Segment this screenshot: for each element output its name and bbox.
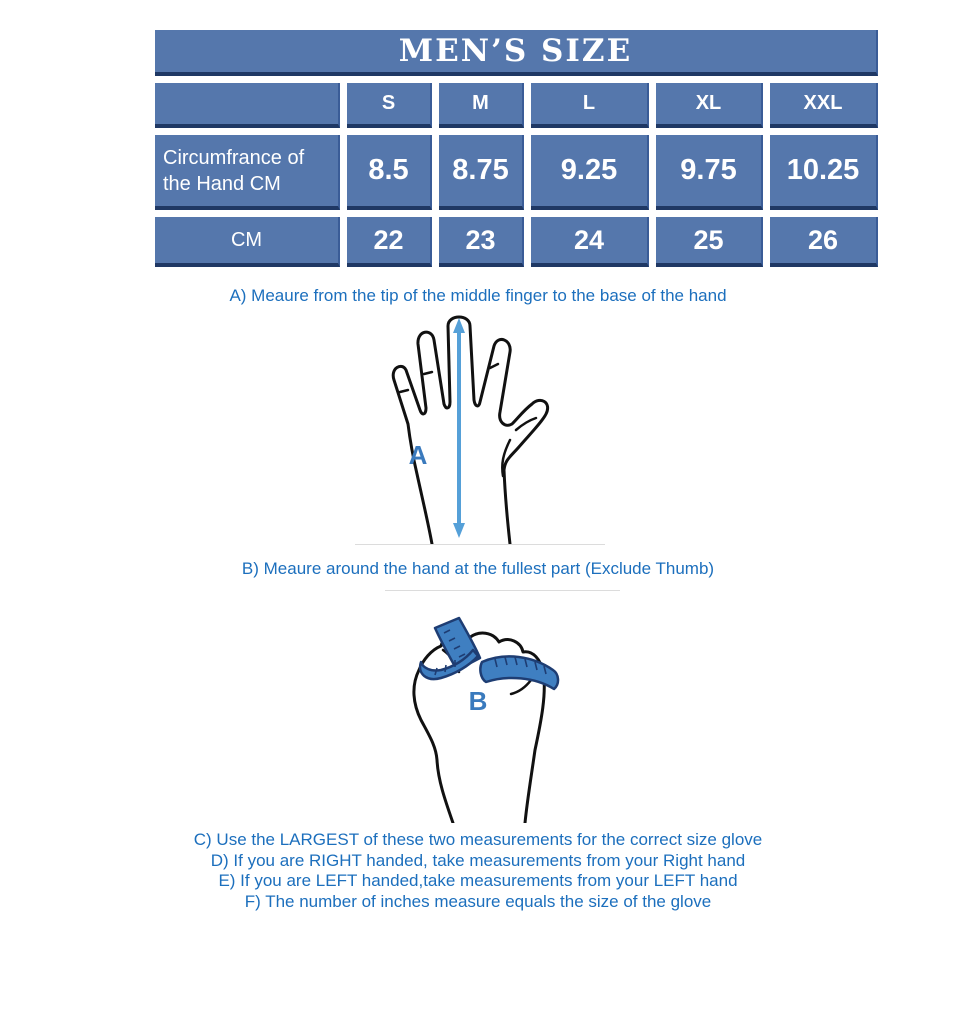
instruction-b: B) Meaure around the hand at the fullest part (Exclude Thumb) [241,559,715,578]
instruction-a: A) Meaure from the tip of the middle finger to the base of the hand [229,286,727,305]
table-cell: 23 [439,217,524,267]
hand-outline [393,317,547,544]
table-cell: 26 [770,217,878,267]
instruction-e: E) If you are LEFT handed,take measurements from your LEFT hand [218,871,738,890]
instruction-c: C) Use the LARGEST of these two measurements for the correct size glove [193,830,763,849]
table-cell: 24 [531,217,649,267]
column-header-s: S [347,83,432,128]
instructions-c-to-f [18,830,938,912]
fist-measurement-diagram [383,588,601,823]
table-cell: 8.75 [439,135,524,210]
table-cell: 8.5 [347,135,432,210]
column-header-xl: XL [656,83,763,128]
column-header-xxl: XXL [770,83,878,128]
table-cell: 10.25 [770,135,878,210]
table-cell: 22 [347,217,432,267]
table-cell: 9.75 [656,135,763,210]
table-corner-cell [155,83,340,128]
diagram-label-a: A [408,440,428,470]
row-label-circumference: Circumfrance of the Hand CM [155,135,340,210]
mens-size-table [155,30,878,267]
table-cell: 9.25 [531,135,649,210]
table-title: MEN’S SIZE [155,30,878,76]
instruction-f: F) The number of inches measure equals the size of the glove [244,891,712,911]
column-header-m: M [439,83,524,128]
row-label-cm: CM [155,217,340,267]
diagram-label-b: B [468,686,488,716]
open-hand-measurement-diagram [360,312,600,544]
table-cell: 25 [656,217,763,267]
image-edge-line [355,544,605,545]
column-header-l: L [531,83,649,128]
instruction-d: D) If you are RIGHT handed, take measurements from your Right hand [210,850,746,870]
